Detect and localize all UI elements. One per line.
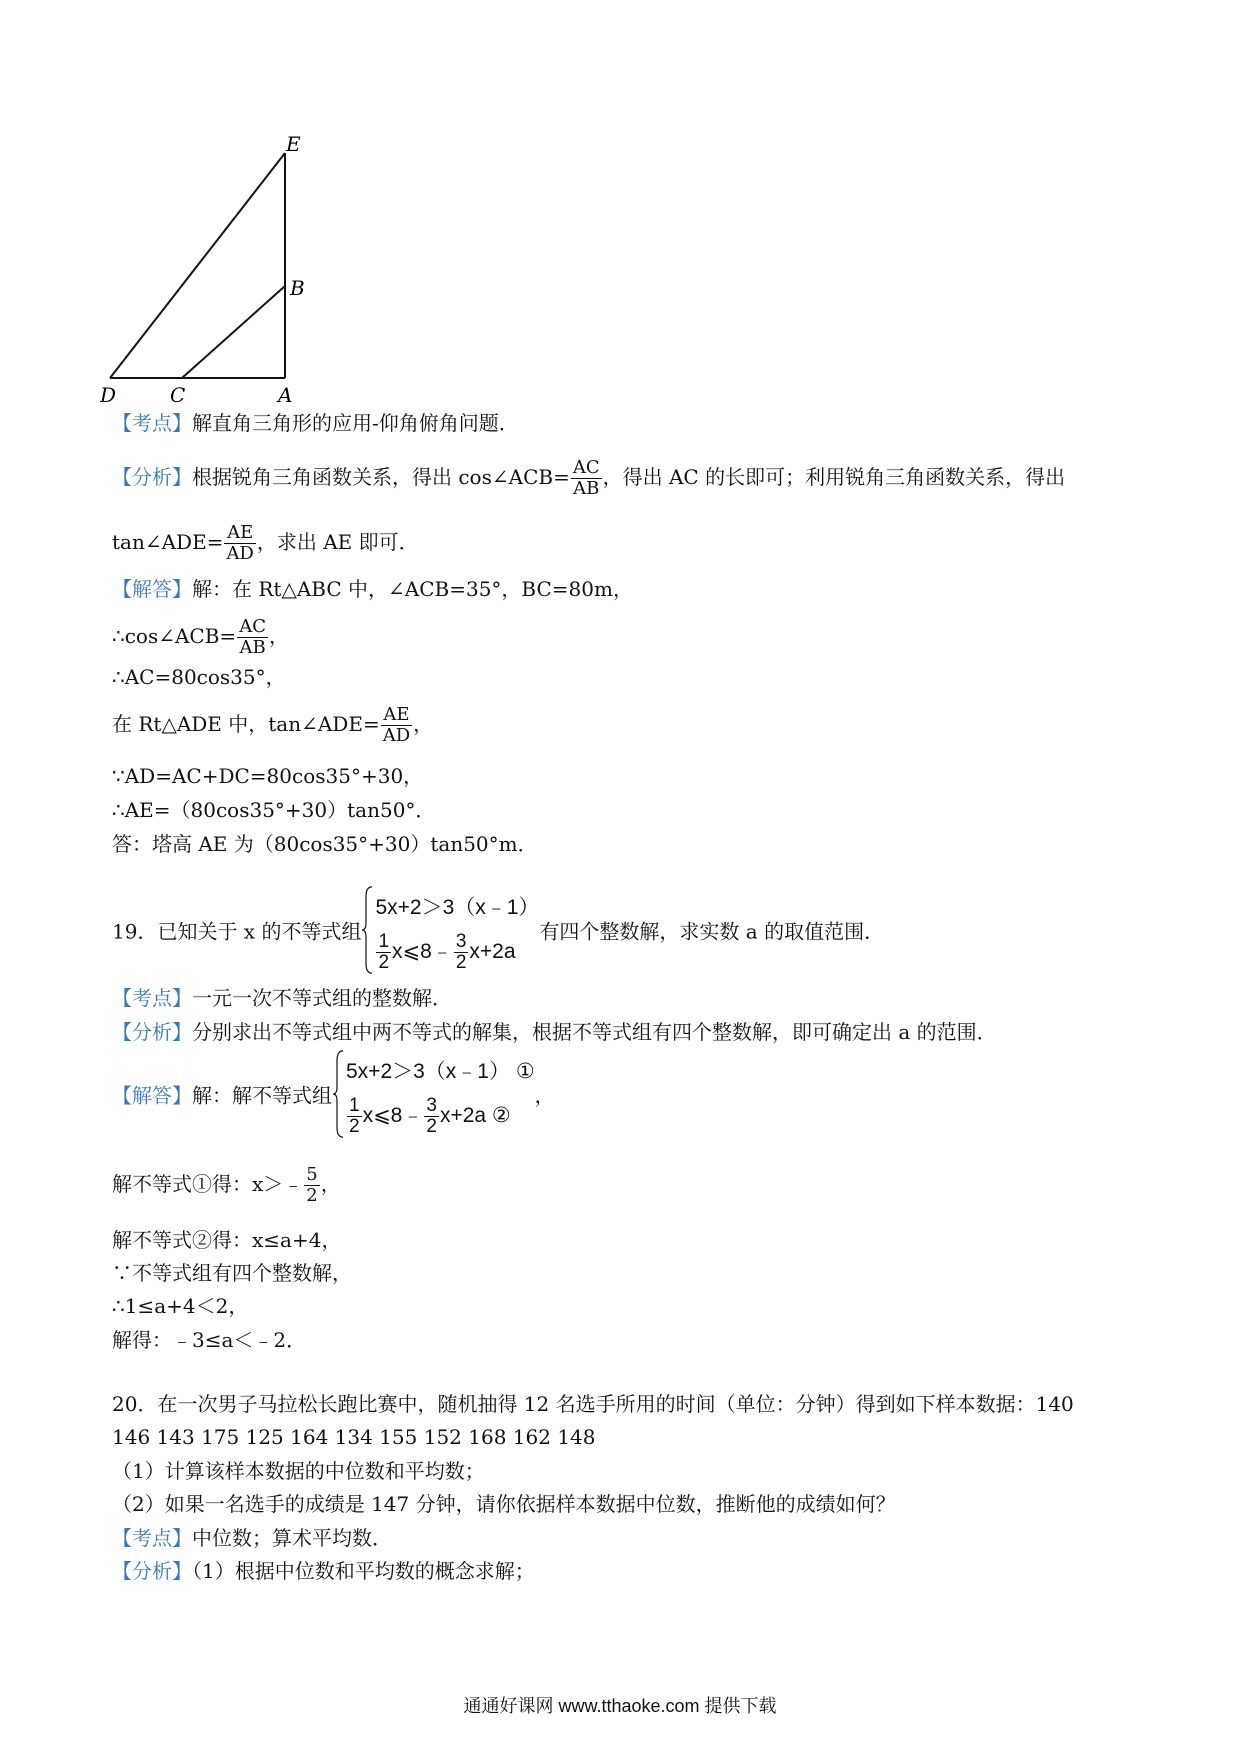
ineq-text: x⩽8﹣ <box>362 1104 424 1127</box>
fenxi-text-a: 根据锐角三角函数关系，得出 cos∠ACB= <box>192 465 570 489</box>
kaodian-text: 解直角三角形的应用-仰角俯角问题． <box>192 411 519 435</box>
step-text: ， <box>413 712 434 736</box>
solution-step-5: ∵AD=AC+DC=80cos35°+30， <box>112 764 424 788</box>
numerator: 1 <box>349 1094 360 1116</box>
denominator: 2 <box>455 951 467 973</box>
solution-step-3: ∴AC=80cos35°， <box>112 665 286 689</box>
ineq-text: x+2a <box>469 940 516 963</box>
solution-step-6: ∴AE=（80cos35°+30）tan50°． <box>112 798 436 822</box>
edge-DE <box>110 153 285 378</box>
fenxi-text-c: tan∠ADE= <box>112 530 224 554</box>
fenxi-tag: 【分析】 <box>112 1559 192 1583</box>
brace-icon <box>361 886 373 974</box>
label-A: A <box>278 383 293 405</box>
kaodian-tag: 【考点】 <box>112 1526 192 1550</box>
solution-step-4 <box>112 705 433 746</box>
inequality-system <box>332 1050 535 1138</box>
numerator: AC <box>239 616 266 637</box>
q19-step-4: ∴1≤a+4＜2， <box>112 1294 249 1318</box>
denominator: 2 <box>378 951 390 973</box>
jieda-tag: 【解答】 <box>112 577 192 601</box>
numerator: 3 <box>426 1094 437 1116</box>
q19-step-3: ∵不等式组有四个整数解， <box>112 1261 352 1285</box>
page-footer: 通通好课网 www.tthaoke.com 提供下载 <box>463 1696 777 1716</box>
q20-line-1: 20．在一次男子马拉松长跑比赛中，随机抽得 12 名选手所用的时间（单位：分钟）得到如下样本数据：140 <box>112 1392 1074 1416</box>
denominator: 2 <box>349 1115 360 1137</box>
jieda-line <box>112 574 633 604</box>
q19-jieda-line <box>112 1050 555 1138</box>
q20-line-2: 146 143 175 125 164 134 155 152 168 162 148 <box>112 1425 596 1449</box>
numerator: 5 <box>306 1164 318 1185</box>
kaodian-line <box>112 408 519 438</box>
jieda-text: 解：解不等式组 <box>192 1083 332 1108</box>
q19-step-5: 解得：﹣3≤a＜﹣2． <box>112 1328 307 1352</box>
inequality-system <box>361 886 539 974</box>
fenxi-text-b: ，得出 AC 的长即可；利用锐角三角函数关系，得出 <box>602 465 1066 489</box>
denominator: 2 <box>426 1115 437 1137</box>
label-B: B <box>290 276 305 300</box>
step-text: ， <box>320 1172 341 1196</box>
denominator: AB <box>239 637 266 658</box>
label-D: D <box>100 383 117 405</box>
q19-step-2: 解不等式②得：x≤a+4， <box>112 1228 342 1252</box>
numerator: AE <box>224 523 255 544</box>
solution-step-2 <box>112 617 289 658</box>
fraction-5-2 <box>304 1165 319 1206</box>
q20-part-2: （2）如果一名选手的成绩是 147 分钟，请你依据样本数据中位数，推断他的成绩如何？ <box>112 1492 896 1516</box>
q19-prefix: 19．已知关于 x 的不等式组 <box>112 919 362 944</box>
comma: ， <box>534 1083 555 1108</box>
numerator: AC <box>572 457 600 478</box>
fraction-ae-ad <box>224 523 255 564</box>
kaodian-text: 中位数；算术平均数． <box>192 1526 392 1550</box>
step-text: ， <box>268 624 289 648</box>
q19-fenxi-line <box>112 1017 997 1047</box>
q20-part-1: （1）计算该样本数据的中位数和平均数； <box>112 1459 485 1483</box>
inequality-2 <box>375 930 539 974</box>
numerator: 1 <box>378 930 390 952</box>
denominator: AD <box>226 543 254 564</box>
q19-question <box>112 886 884 974</box>
denominator: AD <box>382 725 411 746</box>
fenxi-text: （1）根据中位数和平均数的概念求解； <box>192 1559 535 1583</box>
step-text: ∴cos∠ACB= <box>112 624 237 648</box>
fenxi-tag: 【分析】 <box>112 1020 192 1044</box>
inequality-1 <box>346 1050 535 1094</box>
inequality-2 <box>346 1094 535 1138</box>
q20-kaodian-line <box>112 1523 392 1553</box>
fraction-ae-ad <box>381 705 412 746</box>
fenxi-text-d: ，求出 AE 即可． <box>256 530 419 554</box>
numerator: AE <box>381 705 412 726</box>
q19-step-1 <box>112 1165 341 1206</box>
denominator: AB <box>573 478 600 499</box>
fenxi-line-2 <box>112 523 419 564</box>
step-text: 解不等式①得：x＞﹣ <box>112 1172 304 1196</box>
jieda-tag: 【解答】 <box>112 1083 192 1108</box>
fraction-ac-ab <box>571 458 602 499</box>
fraction-ac-ab <box>237 617 268 658</box>
q19-suffix: 有四个整数解，求实数 a 的取值范围． <box>539 919 885 944</box>
fenxi-text: 分别求出不等式组中两不等式的解集，根据不等式组有四个整数解，即可确定出 a 的范围． <box>192 1020 997 1044</box>
q19-kaodian-line <box>112 983 452 1013</box>
fenxi-tag: 【分析】 <box>112 465 192 489</box>
step-text: 在 Rt△ADE 中，tan∠ADE= <box>112 712 380 736</box>
edge-CB <box>182 286 285 378</box>
ineq-text: x⩽8﹣ <box>392 940 453 963</box>
circled-2: ② <box>486 1104 511 1127</box>
inequality-1: 5x+2＞3（x﹣1） <box>375 896 540 919</box>
circled-1: ① <box>509 1060 535 1083</box>
ineq-text: 5x+2＞3（x﹣1） <box>346 1060 510 1083</box>
q20-fenxi-line <box>112 1556 535 1586</box>
fenxi-line-1 <box>112 458 1065 499</box>
denominator: 2 <box>306 1185 318 1206</box>
solution-answer: 答：塔高 AE 为（80cos35°+30）tan50°m． <box>112 832 538 856</box>
kaodian-text: 一元一次不等式组的整数解． <box>192 986 452 1010</box>
kaodian-tag: 【考点】 <box>112 986 192 1010</box>
solution-step-1: 解：在 Rt△ABC 中，∠ACB=35°，BC=80m， <box>192 577 633 601</box>
triangle-figure <box>100 135 340 405</box>
brace-icon <box>332 1050 344 1138</box>
label-C: C <box>170 383 186 405</box>
kaodian-tag: 【考点】 <box>112 411 192 435</box>
label-E: E <box>286 135 301 156</box>
numerator: 3 <box>455 930 467 952</box>
ineq-text: x+2a <box>439 1104 487 1127</box>
